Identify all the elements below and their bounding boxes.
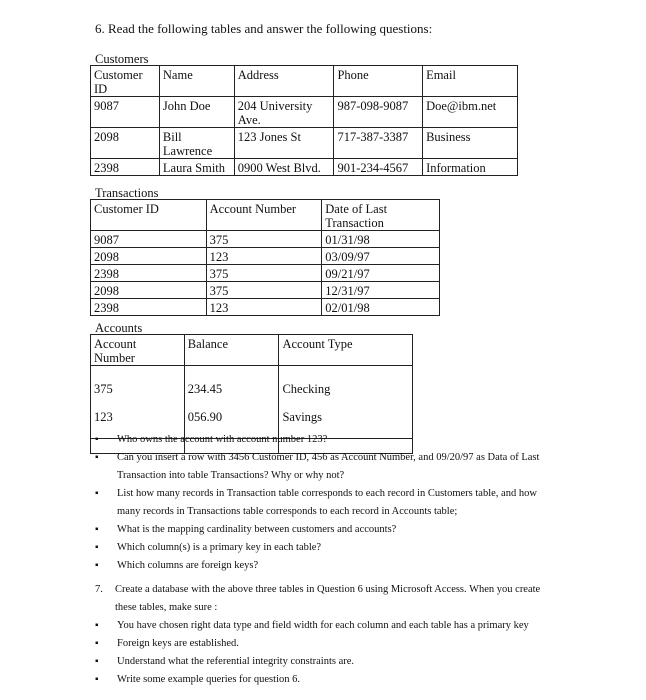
- table-row: [91, 366, 413, 439]
- table-cell: John Doe: [159, 97, 234, 128]
- list-item: ▪ Write some example queries for question 6.: [95, 671, 545, 689]
- table-row: [91, 231, 440, 248]
- table-cell: Doe@ibm.net: [423, 97, 518, 128]
- table-cell: 0900 West Blvd.: [234, 159, 334, 176]
- table-cell: 2098: [91, 128, 160, 159]
- table-cell: Information: [423, 159, 518, 176]
- question-7-text: Create a database with the above three tables in Question 6 using Microsoft Access. When you create these tables, make sure :: [115, 584, 541, 613]
- header-cell: Email: [423, 66, 518, 97]
- table-row: [91, 282, 440, 299]
- table-cell: 9087: [91, 97, 160, 128]
- header-cell: Phone: [334, 66, 423, 97]
- header-cell: Date of Last Transaction: [322, 200, 440, 231]
- header-cell: Balance: [184, 335, 279, 366]
- question-6-heading: 6. Read the following tables and answer the following questions:: [95, 21, 433, 36]
- table-cell: 9087: [91, 231, 207, 248]
- transactions-table: [90, 199, 440, 316]
- table-cell: 717-387-3387: [334, 128, 423, 159]
- table-cell: 2398: [91, 159, 160, 176]
- list-item: ▪ You have chosen right data type and field width for each column and each table has a primary key: [95, 617, 545, 635]
- table-cell: 2098: [91, 248, 207, 265]
- table-cell: 375: [206, 282, 322, 299]
- customers-header-row: [91, 66, 518, 97]
- table-cell: Business: [423, 128, 518, 159]
- table-cell: 2098: [91, 282, 207, 299]
- header-cell: Customer ID: [91, 66, 160, 97]
- list-item: ▪ Which column(s) is a primary key in each table?: [95, 539, 545, 557]
- table-row: [91, 248, 440, 265]
- table-cell: 375: [206, 265, 322, 282]
- header-cell: Customer ID: [91, 200, 207, 231]
- table-cell: 03/09/97: [322, 248, 440, 265]
- question-7-bullet-list: [95, 617, 545, 689]
- table-cell: 375 123: [91, 366, 185, 439]
- question-7: [95, 581, 555, 617]
- table-cell: 234.45 056.90: [184, 366, 279, 439]
- list-item: ▪ Understand what the referential integrity constraints are.: [95, 653, 545, 671]
- transactions-caption: Transactions: [95, 186, 159, 200]
- header-cell: Account Number: [91, 335, 185, 366]
- list-item: ▪ Foreign keys are established.: [95, 635, 545, 653]
- question-7-number: 7.: [95, 584, 103, 595]
- table-row: [91, 128, 518, 159]
- transactions-header-row: [91, 200, 440, 231]
- table-cell: 204 University Ave.: [234, 97, 334, 128]
- table-cell: 375: [206, 231, 322, 248]
- list-item: ▪ Which columns are foreign keys?: [95, 557, 545, 575]
- question-6-bullet-list: [95, 431, 545, 575]
- list-item: ▪ Who owns the account with account number 123?: [95, 431, 545, 449]
- table-cell: Bill Lawrence: [159, 128, 234, 159]
- accounts-header-row: [91, 335, 413, 366]
- table-cell: 901-234-4567: [334, 159, 423, 176]
- header-cell: Account Number: [206, 200, 322, 231]
- accounts-caption: Accounts: [95, 321, 143, 335]
- header-cell: Name: [159, 66, 234, 97]
- table-cell: Laura Smith: [159, 159, 234, 176]
- customers-caption: Customers: [95, 52, 149, 66]
- header-cell: Account Type: [279, 335, 413, 366]
- table-cell: 2398: [91, 299, 207, 316]
- table-row: [91, 159, 518, 176]
- list-item: ▪ What is the mapping cardinality between customers and accounts?: [95, 521, 545, 539]
- table-cell: 123: [206, 299, 322, 316]
- customers-table: [90, 65, 518, 176]
- table-cell: 123 Jones St: [234, 128, 334, 159]
- table-cell: 123: [206, 248, 322, 265]
- list-item: ▪ List how many records in Transaction table corresponds to each record in Customers table, and how many records in Transactions table corresponds to each record in Accounts table;: [95, 485, 545, 521]
- table-row: [91, 97, 518, 128]
- header-cell: Address: [234, 66, 334, 97]
- table-row: [91, 265, 440, 282]
- table-cell: 09/21/97: [322, 265, 440, 282]
- table-cell: 02/01/98: [322, 299, 440, 316]
- table-cell: 01/31/98: [322, 231, 440, 248]
- table-cell: 2398: [91, 265, 207, 282]
- table-row: [91, 299, 440, 316]
- table-cell: 12/31/97: [322, 282, 440, 299]
- table-cell: 987-098-9087: [334, 97, 423, 128]
- table-cell: Checking Savings: [279, 366, 413, 439]
- list-item: ▪ Can you insert a row with 3456 Customer ID, 456 as Account Number, and 09/20/97 as Data of Last Transaction into table Transactions? Why or why not?: [95, 449, 545, 485]
